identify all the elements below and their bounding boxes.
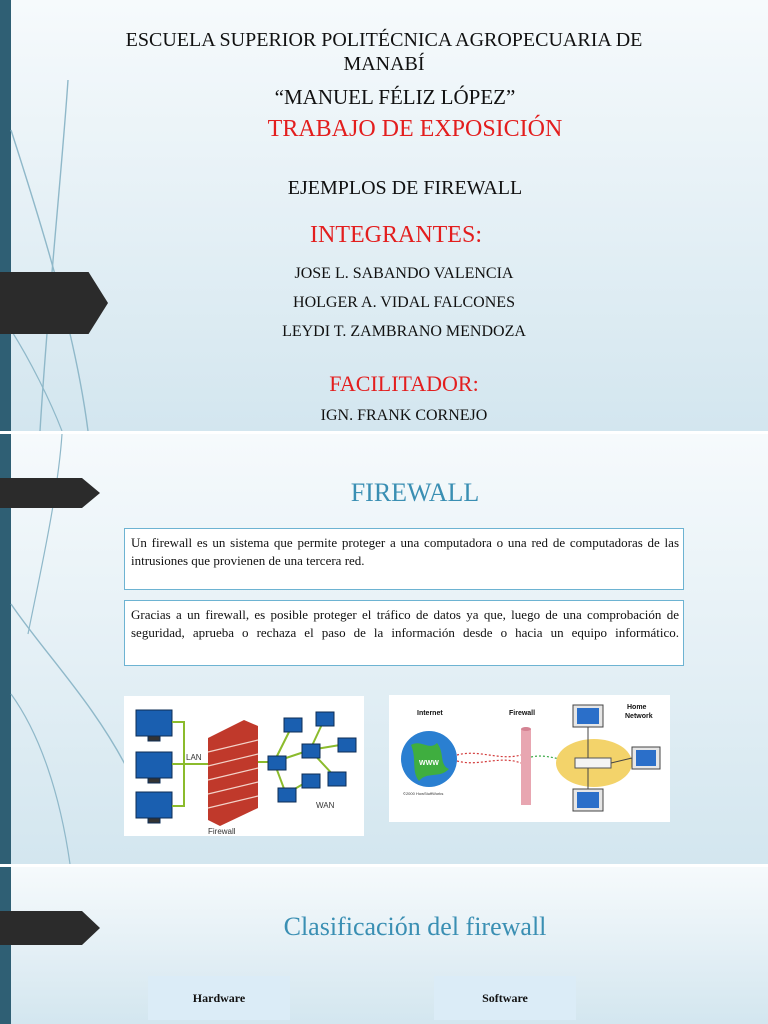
work-title: TRABAJO DE EXPOSICIÓN <box>267 116 563 142</box>
member-3: LEYDI T. ZAMBRANO MENDOZA <box>282 323 526 340</box>
members-heading: INTEGRANTES: <box>310 222 482 248</box>
firewall-column-icon <box>521 727 531 805</box>
router-icon <box>575 758 611 768</box>
network-node-icon <box>268 712 356 802</box>
home-label-2: Network <box>625 713 653 720</box>
topic-title: EJEMPLOS DE FIREWALL <box>287 177 523 199</box>
member-2: HOLGER A. VIDAL FALCONES <box>293 294 515 311</box>
member-1: JOSE L. SABANDO VALENCIA <box>294 265 514 282</box>
firewall-title: FIREWALL <box>350 478 480 507</box>
school-line-2: MANABÍ <box>343 53 425 75</box>
school-name: “MANUEL FÉLIZ LÓPEZ” <box>274 85 516 109</box>
firewall-slide <box>0 434 768 864</box>
wan-label: WAN <box>316 801 335 810</box>
computer-icon <box>136 710 172 823</box>
firewall-wall-icon <box>208 720 258 826</box>
globe-label: WWW <box>419 760 439 767</box>
classification-title: Clasificación del firewall <box>283 912 547 941</box>
hardware-box: Hardware <box>148 976 290 1020</box>
facilitator-name: IGN. FRANK CORNEJO <box>320 407 488 424</box>
title-slide <box>0 0 768 431</box>
internet-label: Internet <box>417 710 443 717</box>
lan-label: LAN <box>186 753 202 762</box>
definition-box: Un firewall es un sistema que permite proteger a una computadora o una red de computadoras de las intrusiones que provienen de una tercera red. <box>124 528 684 590</box>
school-line-1: ESCUELA SUPERIOR POLITÉCNICA AGROPECUARIA DE <box>125 29 643 51</box>
firewall-label: Firewall <box>208 827 236 836</box>
globe-icon <box>401 731 457 787</box>
lan-wan-firewall-diagram <box>124 696 364 836</box>
benefit-box: Gracias a un firewall, es posible proteger el tráfico de datos ya que, luego de una comprobación de seguridad, aprueba o rechaza el paso de la información desde o hacia un equipo informático. <box>124 600 684 666</box>
firewall-label: Firewall <box>509 710 536 717</box>
credit-label: ©2000 HowStuffWorks <box>403 791 444 796</box>
software-box: Software <box>434 976 576 1020</box>
internet-firewall-diagram <box>389 695 670 822</box>
facilitator-heading: FACILITADOR: <box>329 371 479 396</box>
home-label-1: Home <box>627 704 647 711</box>
left-accent-bar <box>0 867 11 1024</box>
classification-slide <box>0 867 768 1024</box>
